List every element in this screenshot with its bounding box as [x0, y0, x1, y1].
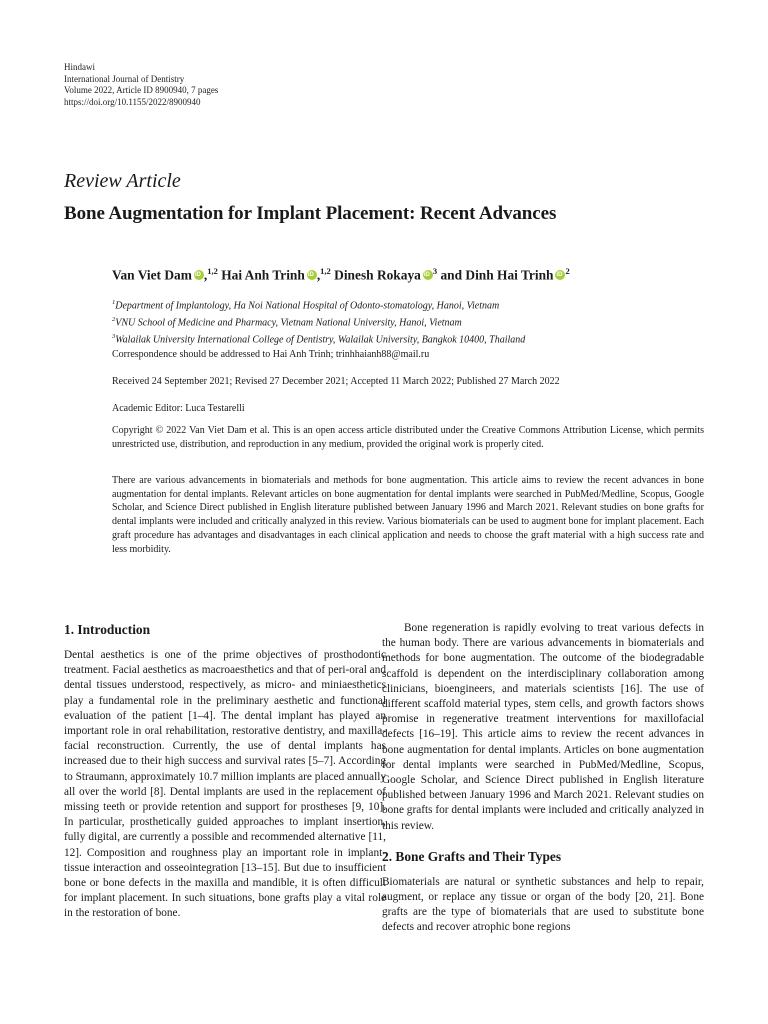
article-dates: Received 24 September 2021; Revised 27 December 2021; Accepted 11 March 2022; Published 27 March 2022 — [112, 376, 560, 387]
journal-name: International Journal of Dentistry — [64, 73, 185, 84]
volume-info: Volume 2022, Article ID 8900940, 7 pages — [64, 85, 219, 96]
affiliation-item: $^3$Walailak University International College of Dentistry, Walailak University, Bangkok 10400, Thailand — [112, 333, 526, 346]
publisher-header — [64, 62, 218, 108]
paragraph: Biomaterials are natural or synthetic substances and help to repair, augment, or replace any tissue or organ of the body [20, 21]. Bone grafts are the type of biomaterials that are used to substitute bone defects and recover atrophic bone regions — [382, 875, 704, 934]
section-heading: 1. Introduction — [64, 622, 151, 637]
publisher-name: Hindawi — [64, 62, 95, 72]
author-affiliation-ref: 1,2 — [320, 266, 331, 276]
orcid-icon[interactable] — [194, 270, 204, 280]
orcid-icon[interactable] — [307, 270, 317, 280]
correspondence: Correspondence should be addressed to Hai Anh Trinh; trinhhaianh88@mail.ru — [112, 349, 430, 360]
paragraph: Bone regeneration is rapidly evolving to treat various defects in the human body. There are various advancements in biomaterials and methods for bone augmentation. The outcome of the biodegradable scaffold is dependent on the interdisciplinary collaboration among clinicians, bioengineers, and materials scientists [16]. The use of different scaffold material types, stem cells, and growth factors shows promise in regenerative treatment interventions for maxillofacial defects [16–19]. This article aims to review the recent advances in bone augmentation for dental implants. Articles on bone augmentation for dental implants were searched in PubMed/Medline, Scopus, Google Scholar, and Science Direct published in English literature published between January 1996 and March 2021. Relevant studies on bone grafts for dental implants were included and critically analyzed in this review. — [382, 622, 704, 832]
article-type: Review Article — [64, 170, 181, 192]
author-conjunction: and — [440, 267, 463, 283]
doi-link[interactable]: https://doi.org/10.1155/2022/8900940 — [64, 96, 201, 107]
author-name[interactable]: Van Viet Dam — [112, 267, 192, 283]
orcid-icon[interactable] — [423, 270, 433, 280]
copyright-notice: Copyright © 2022 Van Viet Dam et al. This is an open access article distributed under the Creative Commons Attribution License, which permits unrestricted use, distribution, and reproduction in any medium, provided the original work is properly cited. — [112, 425, 704, 450]
author-list: Van Viet DamiD ,$^{1,2}$ Hai Anh TrinhiD ,$^{1,2}$ Dinesh RokayaiD $^3$ and Dinh Hai TrinhiD $^2$ — [112, 266, 570, 283]
paragraph: Dental aesthetics is one of the prime objectives of prosthodontic treatment. Facial aesthetics as macroaesthetics and that of peri-oral and dental tissues understood, respectively, as micro- and miniaesthetics play a fundamental role in the preliminary aesthetic and functional evaluation of the patient [1–4]. The dental implant has played an important role in oral rehabilitation, restorative dentistry, and maxilla-facial reconstruction. Currently, the use of dental implants has increased due to their high success and survival rates [5–7]. According to Straumann, approximately 10.7 million implants are placed annually all over the world [8]. Dental implants are used in the replacement of missing teeth or provide retention and support for prostheses [9, 10]. In particular, prosthetically guided approaches to implant insertion, fully digital, are currently a possible and recommended alternative [11, 12]. Composition and roughness play an important role in implant-tissue interaction and osseointegration [13–15]. But due to insufficient bone or bone defects in the maxilla and mandible, it is often difficult for implant placement. In such situations, bone grafts play a vital role in the restoration of bone. — [64, 649, 386, 920]
section-heading: 2. Bone Grafts and Their Types — [382, 848, 562, 864]
left-column — [64, 621, 386, 922]
right-column — [382, 621, 704, 936]
article-title: Bone Augmentation for Implant Placement: Recent Advances — [64, 203, 557, 224]
author-name[interactable]: Dinesh Rokaya — [334, 267, 421, 283]
affiliations — [112, 296, 704, 347]
academic-editor: Academic Editor: Luca Testarelli — [112, 403, 245, 414]
affiliation-item: $^1$Department of Implantology, Ha Noi National Hospital of Odonto-stomatology, Hanoi, Vietnam — [112, 299, 500, 312]
author-affiliation-ref: 3 — [432, 266, 438, 276]
author-affiliation-ref: 2 — [565, 266, 570, 276]
author-name[interactable]: Dinh Hai Trinh — [465, 267, 554, 283]
affiliation-item: $^2$VNU School of Medicine and Pharmacy, Vietnam National University, Hanoi, Vietnam — [112, 316, 462, 329]
author-affiliation-ref: 1,2 — [207, 266, 218, 276]
abstract: There are various advancements in biomaterials and methods for bone augmentation. This article aims to review the recent advances in bone augmentation for dental implants. Relevant articles on bone augmentation for dental implants were searched in PubMed/Medline, Scopus, Google Scholar, and Science Direct published in English literature published between January 1996 and March 2021. Relevant studies on bone grafts for dental implants were included and critically analyzed in this review. Various biomaterials can be used to augment bone for implant placement. Each graft procedure has advantages and disadvantages in each clinical application and needs to choose the graft material with a high success rate and less morbidity. — [112, 475, 704, 555]
orcid-icon[interactable] — [555, 270, 565, 280]
author-name[interactable]: Hai Anh Trinh — [221, 267, 305, 283]
